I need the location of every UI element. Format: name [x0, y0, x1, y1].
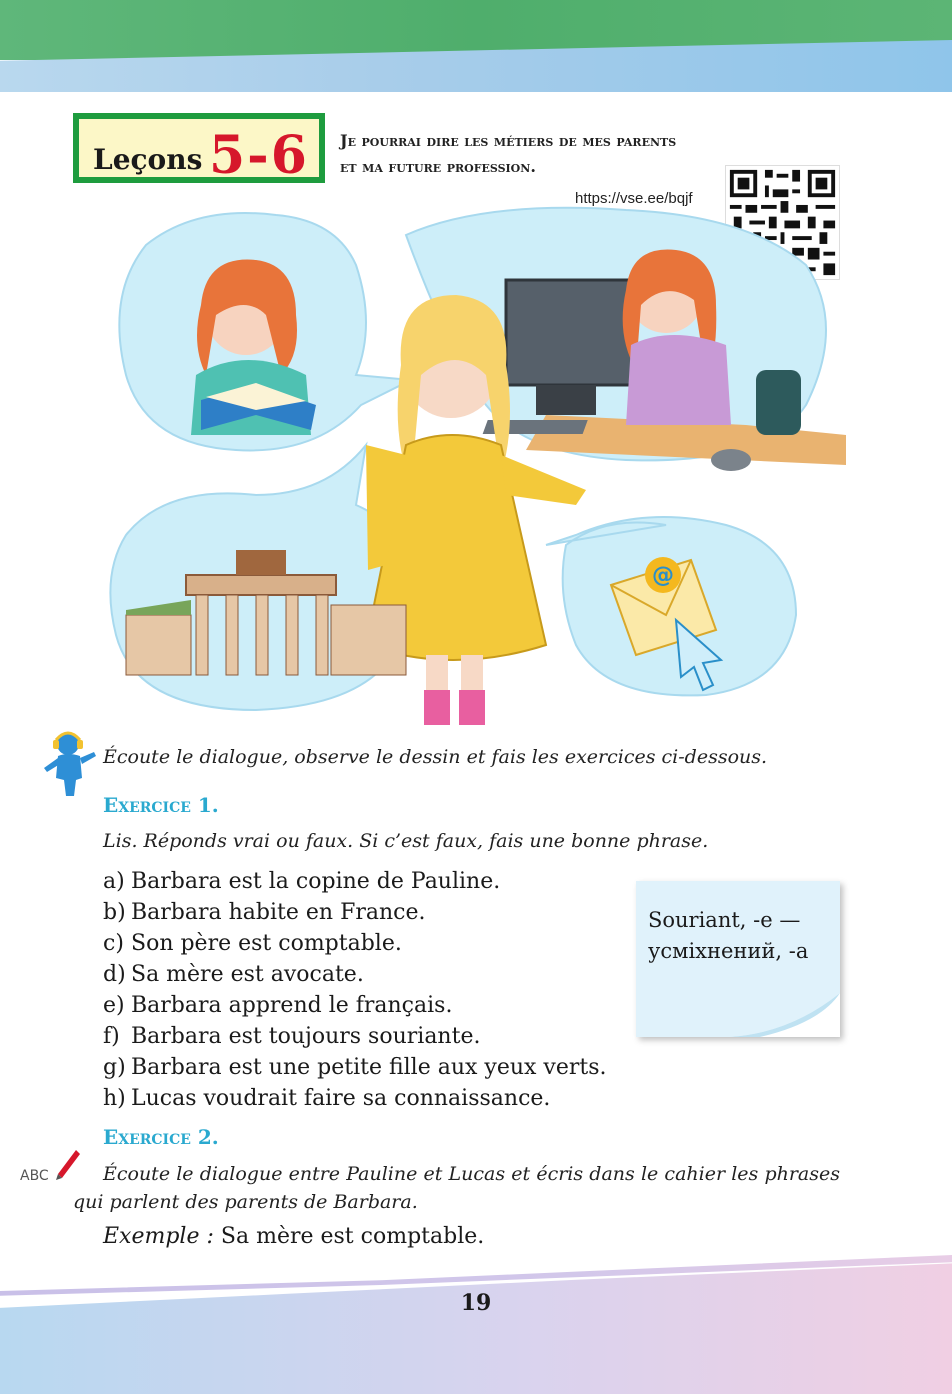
statement-letter: d) — [103, 962, 126, 987]
listening-instruction: Écoute le dialogue, observe le dessin et fais les exercices ci-dessous. — [103, 746, 768, 768]
statement-text: Lucas voudrait faire sa connaissance. — [131, 1086, 551, 1111]
statement-text: Sa mère est avocate. — [131, 962, 364, 987]
listening-figure-icon — [38, 728, 102, 800]
statement-letter: h) — [103, 1086, 126, 1111]
statement-text: Barbara est la copine de Pauline. — [131, 869, 501, 894]
objective-line-1: Je pourrai dire les métiers de mes parents — [340, 131, 677, 150]
statement-item — [103, 866, 607, 897]
statement-item — [103, 1052, 607, 1083]
objective-line-2: et ma future profession. — [340, 157, 536, 176]
statement-text: Son père est comptable. — [131, 931, 402, 956]
exercise-2-instruction: Écoute le dialogue entre Pauline et Lucas et écris dans le cahier les phrases qui parlent des parents de Barbara. — [73, 1163, 840, 1213]
example-text: Sa mère est comptable. — [220, 1224, 485, 1249]
lesson-illustration — [106, 205, 846, 725]
statement-text: Barbara est une petite fille aux yeux verts. — [131, 1055, 607, 1080]
abc-label: ABC — [20, 1168, 49, 1182]
statement-letter: a) — [103, 869, 125, 894]
example-label: Exemple : — [103, 1224, 214, 1249]
note-line-2: усміхнений, -а — [648, 939, 809, 963]
statement-letter: e) — [103, 993, 125, 1018]
writing-pencil-icon — [20, 1140, 80, 1182]
statement-text: Barbara est toujours souriante. — [131, 1024, 481, 1049]
lesson-word: Leçons — [93, 143, 203, 176]
resource-url[interactable]: https://vse.ee/bqjf — [575, 190, 693, 207]
statement-item — [103, 897, 607, 928]
exercise-2-title: Exercice 2. — [103, 1125, 219, 1149]
statement-item — [103, 1021, 607, 1052]
statement-item — [103, 959, 607, 990]
lesson-badge — [73, 113, 325, 186]
exercise-1-instruction: Lis. Réponds vrai ou faux. Si c’est faux, fais une bonne phrase. — [103, 830, 709, 852]
statement-text: Barbara apprend le français. — [131, 993, 453, 1018]
note-line-1: Souriant, -e — — [648, 908, 801, 932]
statement-letter: b) — [103, 900, 126, 925]
statement-letter: f) — [103, 1024, 120, 1049]
bottom-band — [0, 1255, 952, 1394]
statement-letter: g) — [103, 1055, 126, 1080]
vocabulary-note — [636, 881, 840, 1037]
exercise-1-statements — [103, 866, 607, 1114]
statement-letter: c) — [103, 931, 124, 956]
statement-item — [103, 990, 607, 1021]
page-curl-decoration — [730, 993, 840, 1037]
statement-item — [103, 928, 607, 959]
page-number: 19 — [460, 1290, 492, 1316]
svg-text:@: @ — [652, 563, 674, 588]
lesson-number: 5-6 — [209, 125, 309, 186]
exercise-2-example — [103, 1224, 484, 1249]
statement-item — [103, 1083, 607, 1114]
statement-text: Barbara habite en France. — [131, 900, 426, 925]
exercise-1-title: Exercice 1. — [103, 793, 219, 817]
